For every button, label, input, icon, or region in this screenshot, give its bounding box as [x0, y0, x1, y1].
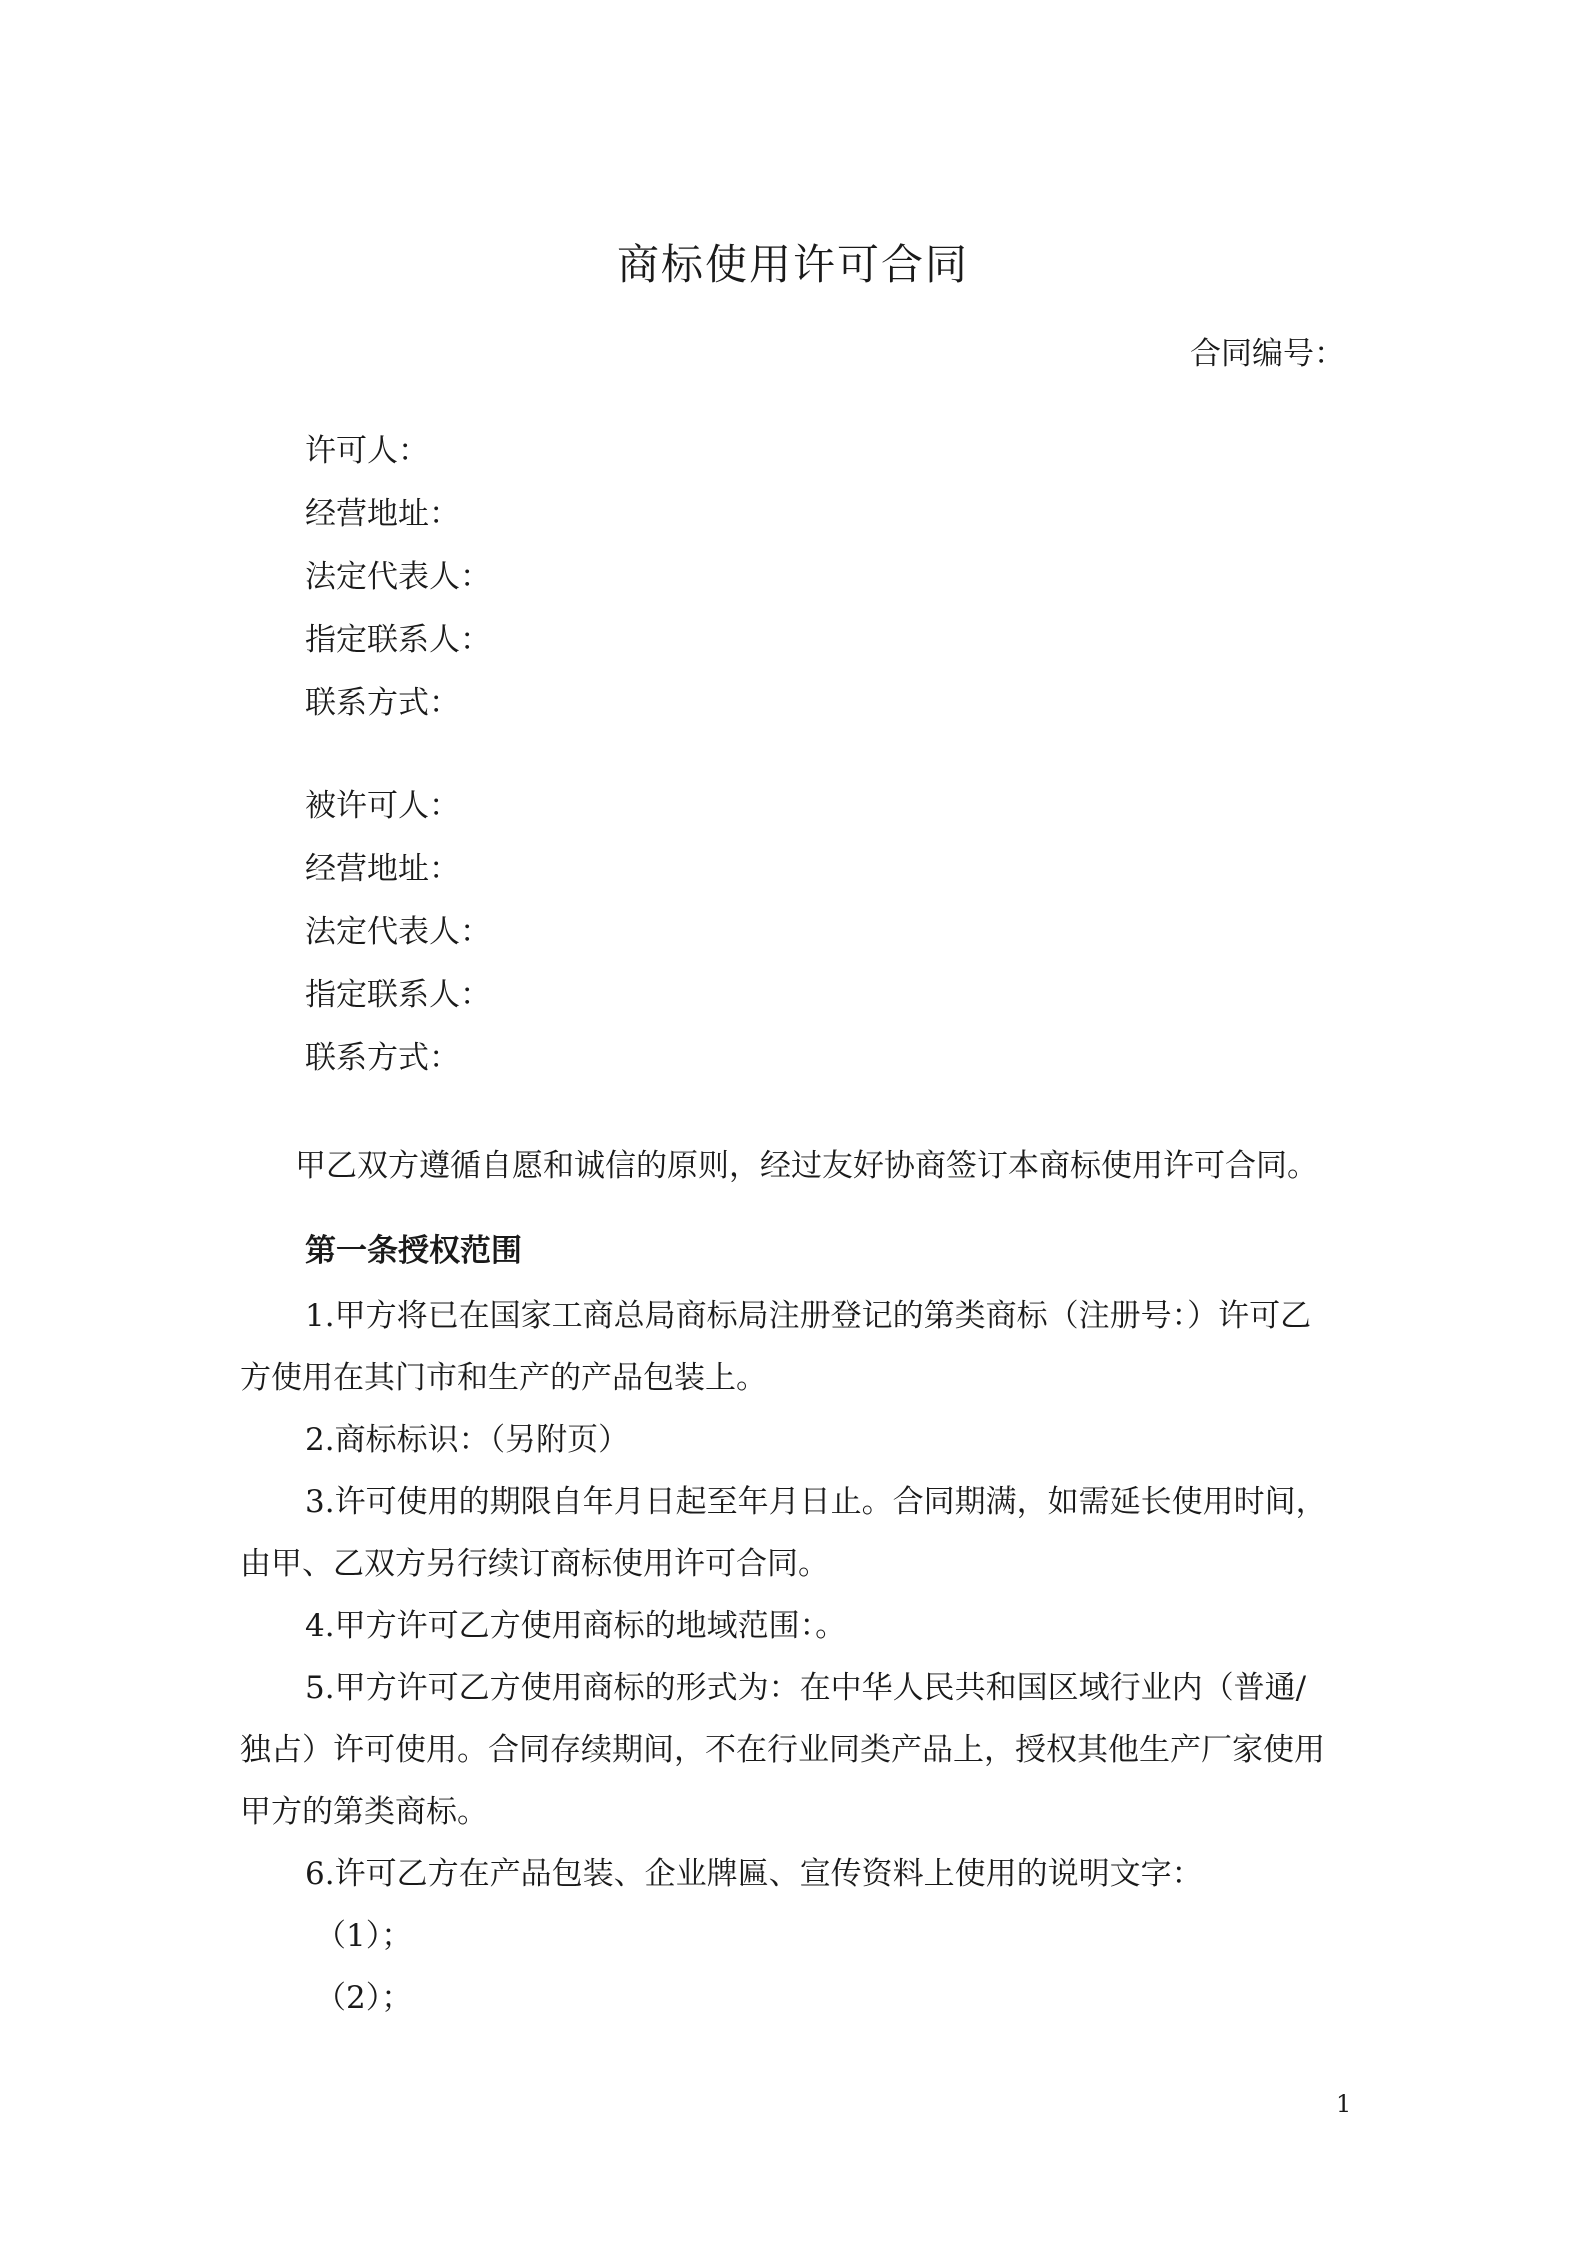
clause-2: 2.商标标识：（另附页）: [305, 1422, 630, 1458]
licensee-legal-rep-label: 法定代表人：: [305, 914, 491, 950]
licensor-contact-info-label: 联系方式：: [305, 685, 460, 721]
clause-5-line-3: 甲方的第类商标。: [240, 1794, 488, 1830]
clause-3-line-1: 3.许可使用的期限自年月日起至年月日止。合同期满，如需延长使用时间，: [305, 1484, 1327, 1520]
licensor-address-label: 经营地址：: [305, 496, 460, 532]
clause-6-item-2: （2）；: [315, 1980, 413, 2016]
licensee-address-label: 经营地址：: [305, 851, 460, 887]
clause-5-line-2: 独占）许可使用。合同存续期间，不在行业同类产品上，授权其他生产厂家使用: [240, 1732, 1325, 1768]
licensor-name-label: 许可人：: [305, 433, 429, 469]
licensee-contact-info-label: 联系方式：: [305, 1040, 460, 1076]
clause-4: 4.甲方许可乙方使用商标的地域范围：。: [305, 1608, 847, 1644]
preamble-paragraph: 甲乙双方遵循自愿和诚信的原则，经过友好协商签订本商标使用许可合同。: [295, 1148, 1318, 1184]
clause-3-line-2: 由甲、乙双方另行续订商标使用许可合同。: [240, 1546, 829, 1582]
licensor-legal-rep-label: 法定代表人：: [305, 559, 491, 595]
licensee-name-label: 被许可人：: [305, 788, 460, 824]
clause-1-line-1: 1.甲方将已在国家工商总局商标局注册登记的第类商标（注册号：）许可乙: [305, 1298, 1312, 1334]
clause-6-item-1: （1）；: [315, 1918, 413, 1954]
licensee-contact-person-label: 指定联系人：: [305, 977, 491, 1013]
article-1-heading: 第一条授权范围: [305, 1233, 522, 1269]
document-title: 商标使用许可合同: [616, 240, 969, 289]
licensor-contact-person-label: 指定联系人：: [305, 622, 491, 658]
clause-6: 6.许可乙方在产品包装、企业牌匾、宣传资料上使用的说明文字：: [305, 1856, 1203, 1892]
clause-5-line-1: 5.甲方许可乙方使用商标的形式为：在中华人民共和国区域行业内（普通/: [305, 1670, 1307, 1706]
page-number: 1: [1336, 2090, 1352, 2118]
clause-1-line-2: 方使用在其门市和生产的产品包装上。: [240, 1360, 767, 1396]
contract-number-label: 合同编号：: [1190, 336, 1345, 372]
contract-body: [240, 0, 1350, 2244]
